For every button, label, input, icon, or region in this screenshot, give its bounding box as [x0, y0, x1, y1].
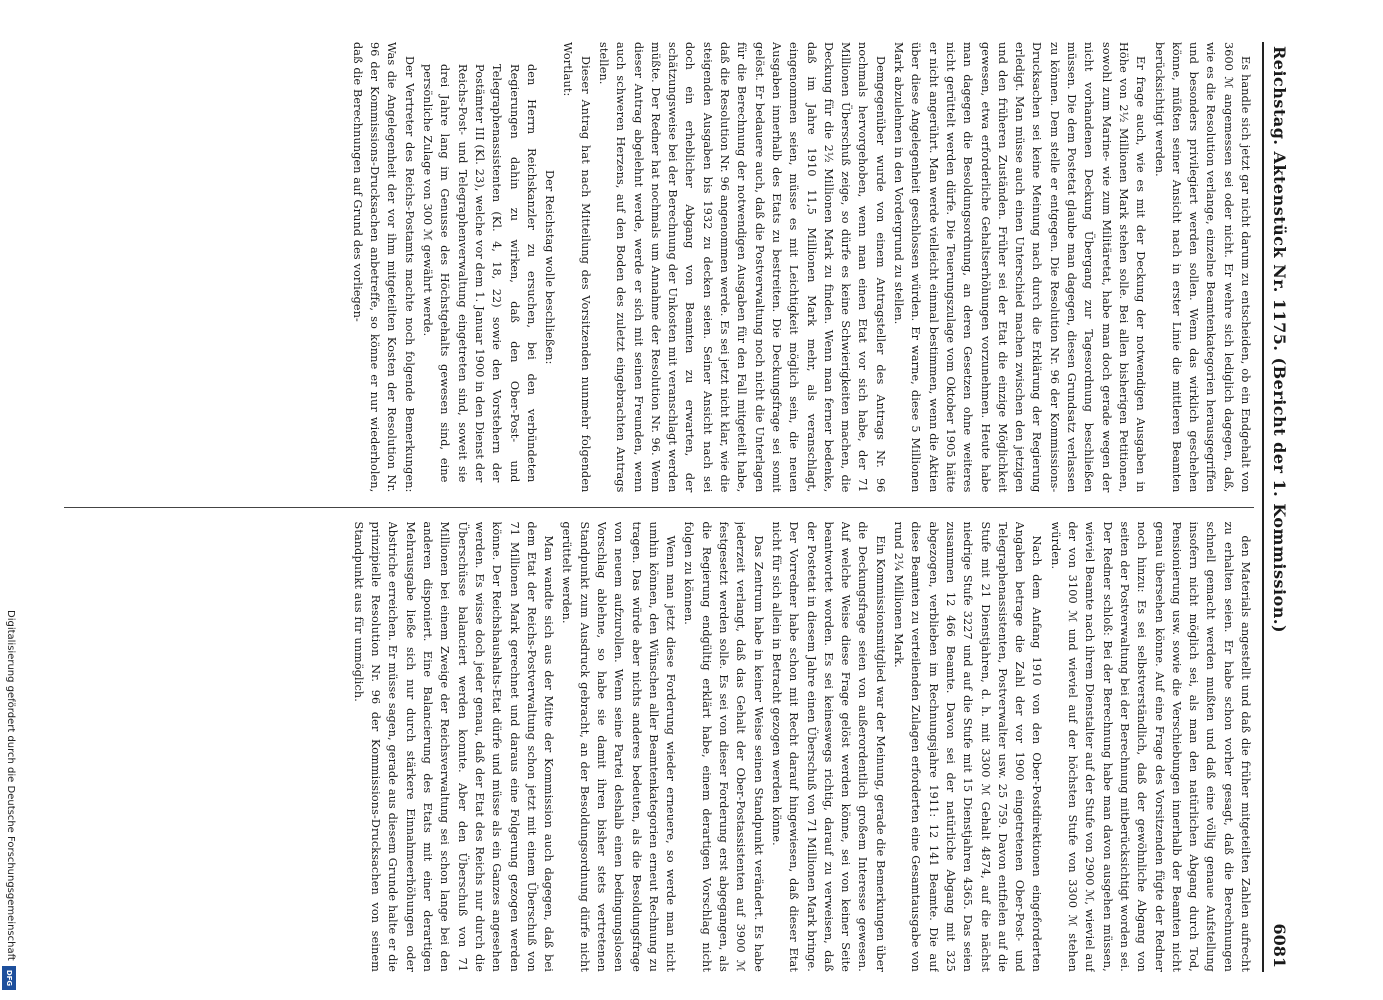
paragraph: Es handle sich jetzt gar nicht darum zu entscheiden, ob ein Endgehalt von 3600 ℳ angemessen sei oder nicht. Er wehre sich lediglich dagegen, daß, wie es die Resolution verlange, einzelne Beamtenkategorien herausgegriffen und besonders privilegiert werden sollen. Wenn das wirklich geschehen könne, müßten seiner Ansicht nach in erster Linie die mittleren Beamten berücksichtigt werden.	[1152, 42, 1252, 493]
paragraph: Er frage auch, wie es mit der Deckung der notwendigen Ausgaben in Höhe von 2½ Millionen Mark stehen solle. Bei allen bisherigen Petitionen, sowohl zum Marine- wie zum Militäretat, habe man doch gerade wegen der nicht vorhandenen Deckung Übergang zur Tagesordnung beschließen müssen. Die dem Postetat glaube man dagegen, diesen Grundsatz verlassen zu können. Dem stelle er entgegen. Die Resolution Nr. 96 der Kommissions-Drucksachen sei keine Meinung nach durch die Erklärung der Regierung erledigt. Man müsse auch einen Unterschied machen zwischen den jetzigen und den früheren Zuständen. Früher sei der Etat die einzige Möglichkeit gewesen, etwa erforderliche Gehaltserhöhungen vorzunehmen. Heute habe man dagegen die Besoldungsordnung, an deren Gesetzen ohne weiteres nicht gerüttelt werden dürfe. Die Teuerungszulage vom Oktober 1905 hätte er nicht angerührt. Man werde vielleicht einmal bestimmen, wenn die Aktien über diese Angelegenheit geschlossen würden. Er warne, diese 5 Millionen Mark abzulehnen in den Vordergrund zu stellen.	[892, 42, 1148, 493]
dfg-logo	[2, 966, 16, 990]
column-divider	[64, 507, 1254, 508]
paragraph: Nach dem Anfang 1910 von den Ober-Postdirektionen eingeforderten Angaben betrage die Zahl der vor 1900 eingetretenen Ober-Post- und Telegraphenassistenten, Postverwalter usw. 25 759. Davon entfielen auf die Stufe mit 21 Dienstjahren, d. h. mit 3300 ℳ Gehalt 4874, auf die nächst niedrige Stufe 3227 und auf die Stufe mit 15 Dienstjahren 4365. Das seien zusammen 12 466 Beamte. Davon sei der natürliche Abgang mit 325 abgezogen, verblieben im Rechnungsjahre 1911: 12 141 Beamte. Die auf diese Beamten zu verteilenden Zulagen erforderten eine Gesamtausgabe von rund 2¼ Millionen Mark.	[892, 521, 1044, 972]
resolution-intro: Der Reichstag wolle beschließen:	[543, 170, 557, 365]
header-title: Reichstag. Aktenstück Nr. 1175. (Bericht der 1. Kommission.)	[1270, 46, 1290, 634]
text-columns	[64, 42, 1254, 972]
paragraph: Ein Kommissionsmitglied war der Meinung, gerade die Bemerkungen über die Deckungsfrage seien von außerordentlich großem Interesse gewesen. Auf welche Weise diese Frage gelöst werden könne, sei von keiner Seite beantwortet worden. Es sei keineswegs richtig, darauf zu verweisen, daß der Postetat in diesem Jahre einen Überschuß von 71 Millionen Mark bringe. Der Vorredner habe schon mit Recht darauf hingewiesen, daß dieser Etat nicht für sich allein in Betracht gezogen werden könne.	[769, 521, 887, 972]
column-right	[64, 522, 1254, 973]
paragraph: Wenn man jetzt diese Forderung wieder erneuere, so werde man nicht umhin können, den Wünschen aller Beamtenkategorien erneut Rechnung zu tragen. Das würde aber nichts anderes bedeuten, als die Besoldungsfrage von neuem aufzurollen. Wenn seine Partei deshalb einen bedingungslosen Vorschlag ablehne, so habe sie damit ihren bisher stets vertretenen Standpunkt zum Ausdruck gebracht, an der Besoldungsordnung dürfe nicht gerüttelt werden.	[560, 521, 678, 972]
column-left	[64, 42, 1254, 493]
credit-text: Digitalisierung gefördert durch die Deutsche Forschungsgemeinschaft	[5, 610, 16, 961]
paragraph: Man wandte sich aus der Mitte der Kommission auch dagegen, daß bei dem Etat der Reichs-Postverwaltung schon jetzt mit einem Überschuß von 71 Millionen Mark gerechnet und daraus eine Folgerung gezogen werden könne. Der Reichshaushalts-Etat dürfe und müsse als ein Ganzes angesehen werden. Es wisse doch jeder genau, daß der Etat des Reichs nur durch die Überschüsse balanciert werden konnte. Aber den Überschuß von 71 Millionen bei einem Zweige der Reichsverwaltung sei schon lange bei den anderen disponiert. Eine Balancierung des Etats mit einer derartigen Mehrausgabe ließe sich nur durch stärkere Einnahmeerhöhungen oder Abstriche erreichen. Er müsse sagen, gerade aus diesem Grunde halte er die prinzipielle Resolution Nr. 96 der Kommissions-Drucksachen von seinem Standpunkt aus für unmöglich.	[351, 521, 556, 972]
page-header	[1262, 42, 1296, 972]
paragraph: Der Vertreter des Reichs-Postamts machte noch folgende Bemerkungen: Was die Angelegenheit der vor ihm mitgeteilten Kosten der Resolution Nr. 96 der Kommissions-Drucksachen anbetreffe, so könne er nur wiederholen, daß die Berechnungen auf Grund des vorliegen-	[350, 42, 416, 493]
paragraph: den Materials angestellt und daß die früher mitgeteilten Zahlen aufrecht zu erhalten seien. Er habe schon vorher gesagt, daß die Berechnungen schnell gemacht werden mußten und daß eine völlig genaue Aufstellung insofern nicht möglich sei, als man den natürlichen Abgang durch Tod, Pensionierung usw. sowie die Verschiebungen innerhalb der Beamten nicht genau übersehen könne. Auf eine Frage des Vorsitzenden fügte der Redner noch hinzu: Es sei selbstverständlich, daß der gewöhnliche Abgang von seiten der Postverwaltung bei der Berechnung mitberücksichtigt worden sei. Der Redner schloß: Bei der Berechnung habe man davon ausgehen müssen, wieviel Beamte nach ihrem Dienstalter auf der Stufe von 2900 ℳ, wieviel auf der von 3100 ℳ und wieviel auf der höchsten Stufe von 3300 ℳ stehen würden.	[1048, 521, 1252, 972]
resolution-text: den Herrn Reichskanzler zu ersuchen, bei den verbündeten Regierungen dahin zu wirken, daß den Ober-Post- und Telegraphenassistenten (Kl. 4, 18, 22) sowie den Vorstehern der Postämter III (Kl. 23), welche vor dem 1. Januar 1900 in den Dienst der Reichs-Post- und Telegraphenverwaltung eingetreten sind, soweit sie drei Jahre lang im Genusse des Höchstgehalts gewesen sind, eine persönliche Zulage von 300 ℳ gewährt werde.	[421, 64, 538, 483]
paragraph: Demgegenüber wurde von einem Antragsteller des Antrags Nr. 96 nochmals hervorgehoben, wenn man einen Etat vor sich habe, der 71 Millionen Überschuß zeige, so dürfe es keine Schwierigkeiten machen, die Deckung für die 2½ Millionen Mark zu finden. Wenn man ferner bedenke, daß im Jahre 1910 11,5 Millionen Mark mehr, als veranschlagt, eingenommen seien, müsse es mit Leichtigkeit möglich sein, die neuen Ausgaben innerhalb des Etats zu bestreiten. Die Deckungsfrage sei somit gelöst. Er bedauere auch, daß die Postverwaltung noch nicht die Unterlagen für die Berechnung der notwendigen Ausgaben für den Fall mitgeteilt habe, daß die Resolution Nr. 96 angenommen werde. Es sei jetzt nicht klar, wie die steigenden Ausgaben bis 1932 zu decken seien. Seiner Ansicht nach sei doch ein erheblicher Abgang von Beamten zu erwarten, der schätzungsweise bei der Berechnung der Unkosten mit veranschlagt werden müßte. Der Redner hat nochmals um Annahme der Resolution Nr. 96. Wenn dieser Antrag abgelehnt werde, werde er sich mit seinen Freunden, wenn auch schweren Herzens, auf den Boden des zuletzt eingebrachten Antrags stellen.	[597, 42, 887, 493]
paragraph: Das Zentrum habe in keiner Weise seinen Standpunkt verändert. Es habe jederzeit verlangt, daß das Gehalt der Ober-Postassistenten auf 3900 ℳ festgesetzt werden solle. Es sei von dieser Forderung erst abgegangen, als die Regierung endgültig erklärt habe, einem derartigen Vorschlag nicht folgen zu können.	[682, 521, 765, 972]
paragraph: Dieser Antrag hat nach Mitteilung des Vorsitzenden nunmehr folgenden Wortlaut:	[561, 42, 592, 493]
dfg-logo-text: DFG	[5, 969, 13, 987]
digitization-credit	[2, 610, 16, 990]
page-number: 6081	[1270, 923, 1290, 968]
rotated-content	[56, 42, 1296, 972]
